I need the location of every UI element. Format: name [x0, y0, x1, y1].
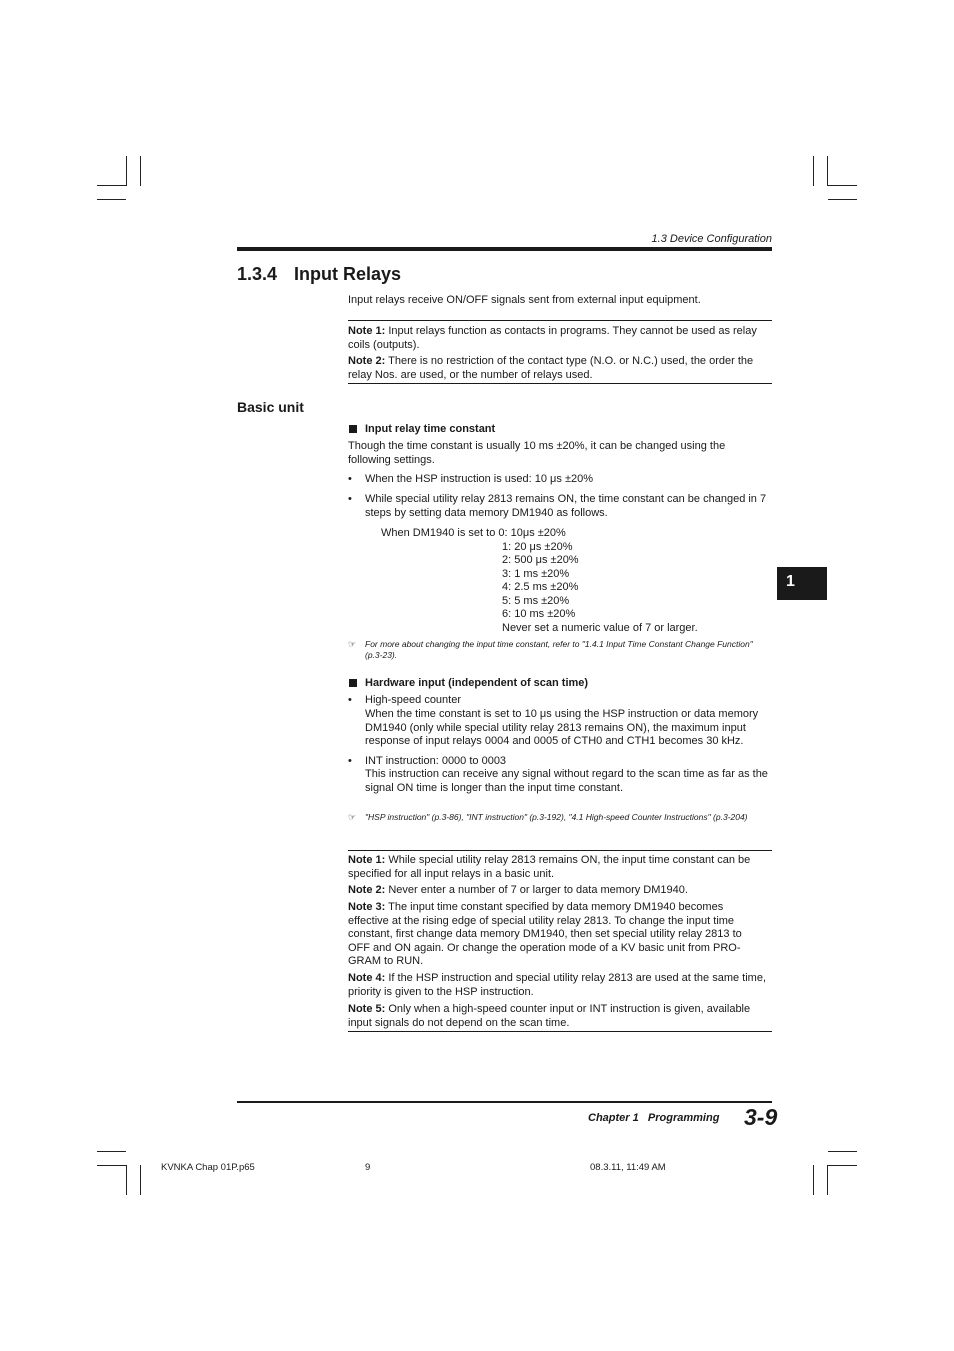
header-rule	[237, 247, 772, 251]
reference-arrow-icon: ☞	[348, 812, 357, 822]
subsection-heading: Basic unit	[237, 399, 304, 415]
dm-setting-line: 2: 500 μs ±20%	[502, 554, 579, 566]
note: Note 4: If the HSP instruction and special utility relay 2813 are used at the same time, priority is given to the HSP instruction.	[348, 972, 767, 998]
notes-bottom-rule	[348, 850, 772, 851]
paragraph: Though the time constant is usually 10 ms ±20%, it can be changed using the following settings.	[348, 440, 726, 466]
bullet-icon: •	[348, 694, 352, 706]
dm-setting-line: 1: 20 μs ±20%	[502, 541, 573, 553]
page-number: 3-9	[744, 1104, 778, 1130]
dm-setting-line: 6: 10 ms ±20%	[502, 608, 576, 620]
note: Note 2: Never enter a number of 7 or larger to data memory DM1940.	[348, 884, 688, 896]
notes-top-rule	[348, 320, 772, 321]
reference-text: "HSP instruction" (p.3-86), "INT instruction" (p.3-192), "4.1 High-speed Counter Instructions" (p.3-204)	[365, 812, 748, 822]
dm-setting-line: When DM1940 is set to 0: 10μs ±20%	[381, 527, 566, 539]
list-item-title: High-speed counter	[365, 694, 462, 706]
square-bullet-icon	[349, 679, 357, 687]
note: Note 3: The input time constant specified by data memory DM1940 becomes effective at the rising edge of special utility relay 2813. To change the input time constant, first change data memory DM1940, then set special utility relay 2813 to OFF and ON again. Or change the operation mode of a KV basic unit from PRO-GRAM to RUN.	[348, 901, 742, 968]
section-title	[237, 264, 401, 285]
section-title-text: Input Relays	[294, 264, 402, 284]
square-bullet-icon	[349, 425, 357, 433]
list-item-title: INT instruction: 0000 to 0003	[365, 755, 507, 767]
section-number: 1.3.4	[237, 264, 278, 284]
dm-setting-line: Never set a numeric value of 7 or larger.	[502, 622, 698, 634]
slug-page: 9	[365, 1162, 371, 1173]
footer-chapter: Chapter 1 Programming	[588, 1112, 720, 1124]
section-intro: Input relays receive ON/OFF signals sent from external input equipment.	[348, 294, 701, 306]
list-item-text: When the time constant is set to 10 μs using the HSP instruction or data memory DM1940 (only while special utility relay 2813 remains ON), the maximum input response of input relays 0004 and 0005 of CTH0 and CTH1 becomes 30 kHz.	[365, 708, 759, 748]
dm-setting-line: 5: 5 ms ±20%	[502, 595, 570, 607]
note: Note 5: Only when a high-speed counter input or INT instruction is given, available input signals do not depend on the scan time.	[348, 1003, 751, 1029]
list-item-text: This instruction can receive any signal without regard to the scan time as far as the signal ON time is longer than the input time constant.	[365, 768, 768, 794]
note: Note 1: While special utility relay 2813 remains ON, the input time constant can be specified for all input relays in a basic unit.	[348, 854, 751, 880]
dm-setting-line: 4: 2.5 ms ±20%	[502, 581, 579, 593]
list-item: While special utility relay 2813 remains ON, the time constant can be changed in 7 steps by setting data memory DM1940 as follows.	[365, 493, 767, 519]
chapter-tab-number: 1	[786, 573, 795, 590]
bullet-icon: •	[348, 473, 352, 485]
chapter-tab	[777, 567, 827, 600]
bullet-icon: •	[348, 493, 352, 505]
note: Note 2: There is no restriction of the contact type (N.O. or N.C.) used, the order the relay Nos. are used, or the number of relays used.	[348, 355, 754, 381]
list-item: When the HSP instruction is used: 10 μs ±20%	[365, 473, 594, 485]
running-title: 1.3 Device Configuration	[651, 233, 772, 245]
reference-text: For more about changing the input time constant, refer to "1.4.1 Input Time Constant Change Function" (p.3-23).	[365, 639, 753, 660]
notes-bottom-rule-end	[348, 1031, 772, 1032]
dm-setting-line: 3: 1 ms ±20%	[502, 568, 570, 580]
note: Note 1: Input relays function as contacts in programs. They cannot be used as relay coils (outputs).	[348, 325, 757, 351]
topic-heading: Hardware input (independent of scan time)	[365, 677, 589, 689]
topic-heading: Input relay time constant	[365, 423, 496, 435]
slug-file: KVNKA Chap 01P.p65	[161, 1162, 255, 1173]
reference-arrow-icon: ☞	[348, 639, 357, 649]
bullet-icon: •	[348, 755, 352, 767]
footer-rule	[237, 1101, 772, 1103]
slug-date: 08.3.11, 11:49 AM	[590, 1162, 666, 1173]
notes-top-rule-bottom	[348, 383, 772, 384]
